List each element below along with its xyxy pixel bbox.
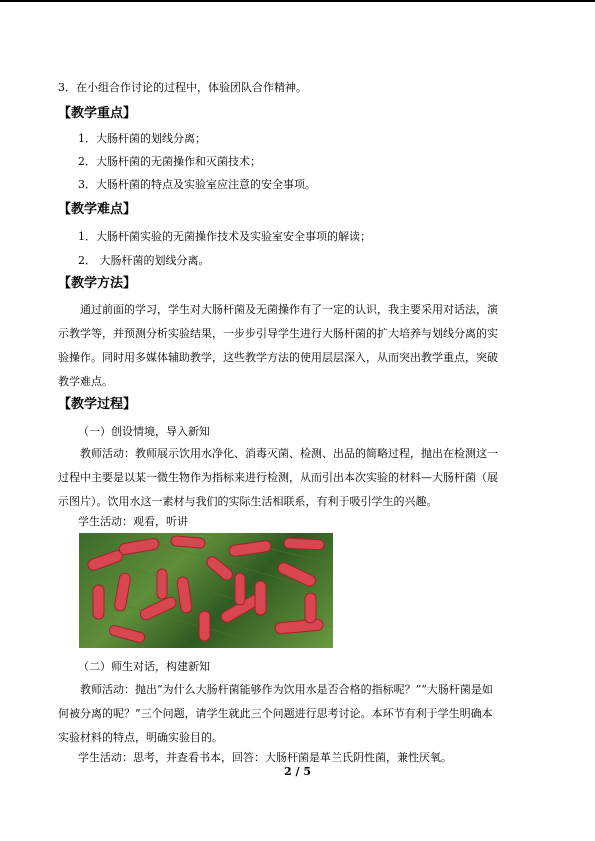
methods-paragraph xyxy=(58,298,538,394)
teacher-line: 何被分离的呢？”三个问题，请学生就此三个问题进行思考讨论。本环节有利于学生明确本 xyxy=(58,707,493,720)
section-2-teacher-paragraph xyxy=(58,678,538,750)
key-point-item: 3．大肠杆菌的特点及实验室应注意的安全事项。 xyxy=(78,178,316,191)
process-heading: 【教学过程】 xyxy=(58,397,137,412)
teacher-line: 实验材料的特点，明确实验目的。 xyxy=(58,731,223,744)
teacher-line: 过程中主要是以某一微生物作为指标来进行检测，从而引出本次实验的材料—大肠杆菌（展 xyxy=(58,471,498,484)
methods-line: 验操作。同时用多媒体辅助教学，这些教学方法的使用层层深入，从而突出教学重点，突破 xyxy=(58,351,498,364)
section-1-title: （一）创设情境，导入新知 xyxy=(78,425,210,438)
key-point-item: 2．大肠杆菌的无菌操作和灭菌技术； xyxy=(78,155,261,168)
methods-line: 示教学等，并预测分析实验结果，一步步引导学生进行大肠杆菌的扩大培养与划线分离的实 xyxy=(58,327,498,340)
teacher-line: 示图片）。饮用水这一素材与我们的实际生活相联系，有利于吸引学生的兴趣。 xyxy=(58,495,438,508)
page-number: 2 / 5 xyxy=(284,765,311,778)
methods-line: 通过前面的学习，学生对大肠杆菌及无菌操作有了一定的认识，我主要采用对话法，演 xyxy=(80,303,498,316)
teacher-line: 教师活动：教师展示饮用水净化、消毒灭菌、检测、出品的简略过程，抛出在检测这一 xyxy=(80,447,498,460)
methods-heading: 【教学方法】 xyxy=(58,276,137,291)
top-border xyxy=(0,0,595,2)
section-2-title: （二）师生对话，构建新知 xyxy=(78,660,210,673)
teacher-line: 教师活动：抛出“为什么大肠杆菌能够作为饮用水是否合格的指标呢？”“大肠杆菌是如 xyxy=(80,683,493,696)
section-1-teacher-paragraph xyxy=(58,442,538,514)
methods-line: 教学难点。 xyxy=(58,375,113,388)
difficulty-item: 2． 大肠杆菌的划线分离。 xyxy=(78,254,210,267)
key-points-heading: 【教学重点】 xyxy=(58,106,137,121)
bacteria-illustration xyxy=(79,533,333,648)
key-point-item: 1．大肠杆菌的划线分离； xyxy=(78,132,206,145)
section-2-student: 学生活动：思考，并查看书本，回答：大肠杆菌是革兰氏阴性菌，兼性厌氧。 xyxy=(78,751,452,764)
e-coli-image xyxy=(79,533,333,648)
objective-3: 3．在小组合作讨论的过程中，体验团队合作精神。 xyxy=(58,81,307,94)
section-1-student: 学生活动：观看，听讲 xyxy=(78,515,188,528)
difficulty-item: 1．大肠杆菌实验的无菌操作技术及实验室安全事项的解读； xyxy=(78,230,371,243)
difficulties-heading: 【教学难点】 xyxy=(58,202,137,217)
